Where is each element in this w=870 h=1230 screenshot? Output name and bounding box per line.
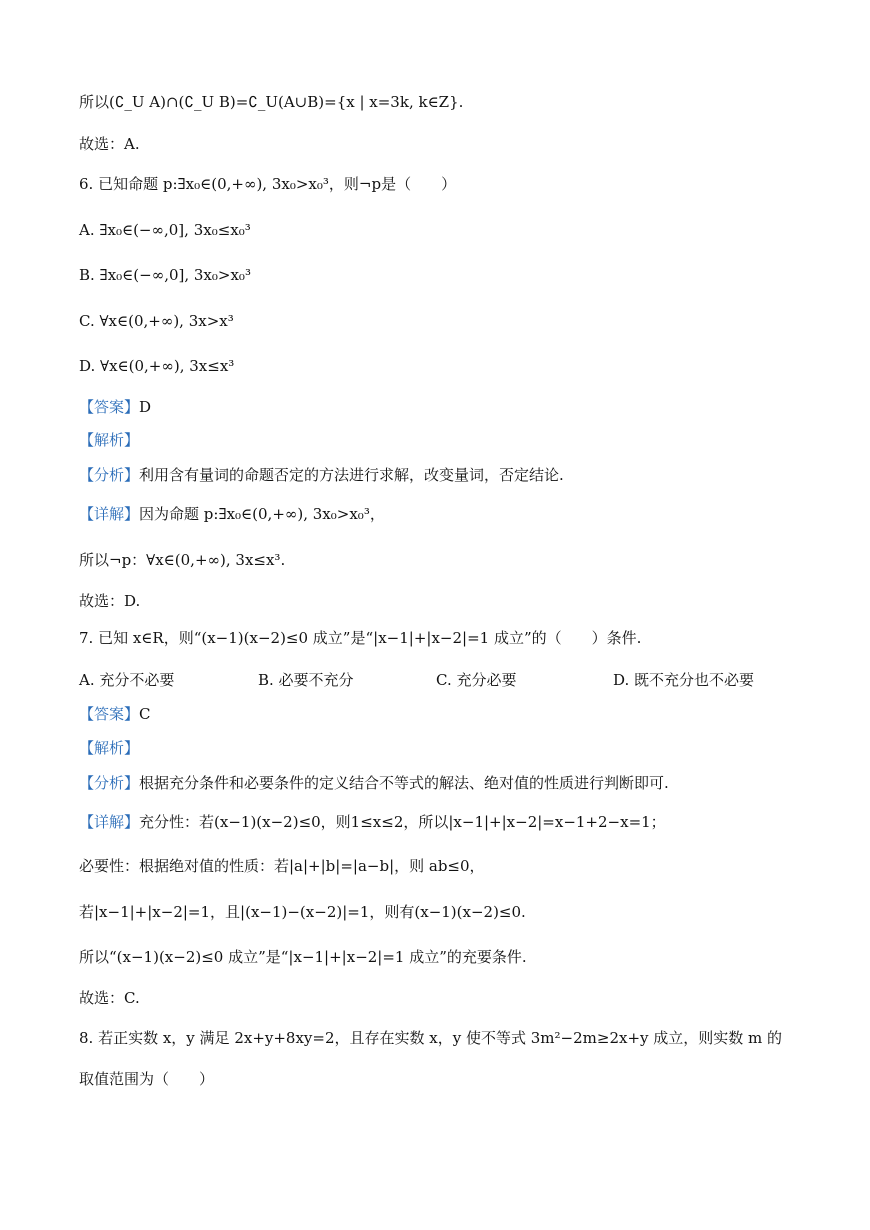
solution-line: 所以“(x−1)(x−2)≤0 成立”是“|x−1|+|x−2|=1 成立”的充要条件. xyxy=(79,948,527,966)
answer-choice-line: 故选：C. xyxy=(79,989,140,1007)
answer-line: 【答案】D xyxy=(79,398,152,416)
question-7-stem: 7. 已知 x∈R，则“(x−1)(x−2)≤0 成立”是“|x−1|+|x−2|=1 成立”的（ ）条件. xyxy=(79,629,642,647)
question-8-stem: 8. 若正实数 x，y 满足 2x+y+8xy=2，且存在实数 x，y 使不等式 3m²−2m≥2x+y 成立，则实数 m 的 xyxy=(79,1029,783,1047)
question-6-option-a: A. ∃x₀∈(−∞,0], 3x₀≤x₀³ xyxy=(79,221,251,239)
question-6-option-d: D. ∀x∈(0,+∞), 3x≤x³ xyxy=(79,357,235,375)
analysis-heading: 【解析】 xyxy=(79,739,140,757)
question-8-stem-continued: 取值范围为（ ） xyxy=(79,1070,215,1088)
answer-choice-line: 故选：D. xyxy=(79,592,141,610)
question-7-option-d: D. 既不充分也不必要 xyxy=(613,671,755,689)
detail-line: 【详解】因为命题 p:∃x₀∈(0,+∞), 3x₀>x₀³， xyxy=(79,505,385,523)
question-7-option-a: A. 充分不必要 xyxy=(79,671,175,689)
analysis-line: 【分析】利用含有量词的命题否定的方法进行求解，改变量词，否定结论. xyxy=(79,466,564,484)
question-6-option-c: C. ∀x∈(0,+∞), 3x>x³ xyxy=(79,312,234,330)
solution-line: 必要性：根据绝对值的性质：若|a|+|b|=|a−b|，则 ab≤0， xyxy=(79,857,485,875)
question-6-stem: 6. 已知命题 p:∃x₀∈(0,+∞), 3x₀>x₀³，则¬p是（ ） xyxy=(79,175,457,193)
answer-choice-line: 故选：A. xyxy=(79,135,140,153)
question-6-option-b: B. ∃x₀∈(−∞,0], 3x₀>x₀³ xyxy=(79,266,251,284)
question-7-option-b: B. 必要不充分 xyxy=(258,671,354,689)
answer-line: 【答案】C xyxy=(79,705,151,723)
solution-line: 所以(∁_U A)∩(∁_U B)=∁_U(A∪B)={x | x=3k, k∈Z}. xyxy=(79,93,464,111)
analysis-line: 【分析】根据充分条件和必要条件的定义结合不等式的解法、绝对值的性质进行判断即可. xyxy=(79,774,669,792)
solution-line: 所以¬p：∀x∈(0,+∞), 3x≤x³. xyxy=(79,551,286,569)
detail-line: 【详解】充分性：若(x−1)(x−2)≤0，则1≤x≤2，所以|x−1|+|x−2|=x−1+2−x=1； xyxy=(79,813,666,831)
analysis-heading: 【解析】 xyxy=(79,431,140,449)
question-7-option-c: C. 充分必要 xyxy=(436,671,517,689)
solution-line: 若|x−1|+|x−2|=1，且|(x−1)−(x−2)|=1，则有(x−1)(x−2)≤0. xyxy=(79,903,526,921)
